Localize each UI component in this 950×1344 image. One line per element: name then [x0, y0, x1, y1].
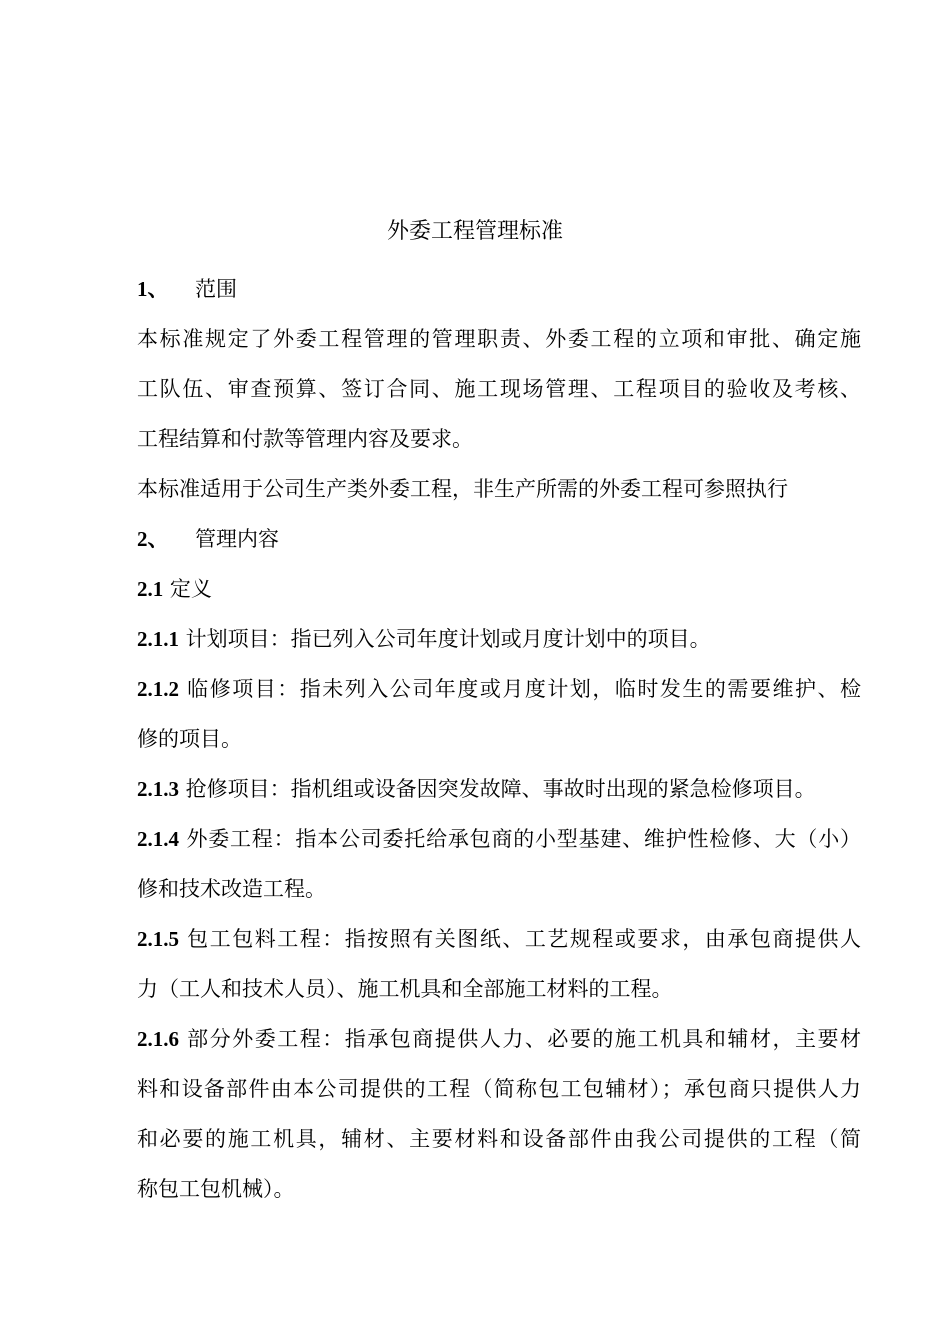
- clause-text: 计划项目：指已列入公司年度计划或月度计划中的项目。: [179, 627, 711, 651]
- paragraph-line: 工队伍、审查预算、签订合同、施工现场管理、工程项目的验收及考核、: [137, 377, 861, 401]
- paragraph-line: 和必要的施工机具，辅材、主要材料和设备部件由我公司提供的工程（简: [137, 1127, 861, 1151]
- document-title: 外委工程管理标准: [386, 219, 563, 244]
- paragraph-line: 称包工包机械）。: [137, 1177, 295, 1201]
- section-heading-text: 管理内容: [195, 527, 279, 551]
- paragraph-line: 修的项目。: [137, 727, 242, 751]
- section-2-heading: [137, 514, 861, 564]
- paragraph-line: 料和设备部件由本公司提供的工程（简称包工包辅材）；承包商只提供人力: [137, 1077, 861, 1101]
- clause-2-1-2: [137, 664, 861, 714]
- document-body: [137, 264, 861, 1214]
- paragraph-line: 力（工人和技术人员）、施工机具和全部施工材料的工程。: [137, 977, 673, 1001]
- paragraph-line: 本标准规定了外委工程管理的管理职责、外委工程的立项和审批、确定施: [137, 327, 861, 351]
- clause-2-1-1: [137, 614, 861, 664]
- clause-text: 部分外委工程：指承包商提供人力、必要的施工机具和辅材，主要材: [179, 1027, 861, 1051]
- clause-number: 2.1.4: [137, 827, 179, 851]
- section-number: 1、: [137, 277, 169, 301]
- paragraph-line: 工程结算和付款等管理内容及要求。: [137, 427, 473, 451]
- subsection-2-1: [137, 564, 861, 614]
- clause-text: 定义: [163, 577, 212, 601]
- clause-text: 外委工程：指本公司委托给承包商的小型基建、维护性检修、大（小）: [179, 827, 861, 851]
- clause-number: 2.1.2: [137, 677, 179, 701]
- section-number: 2、: [137, 527, 169, 551]
- clause-2-1-4: [137, 814, 861, 864]
- clause-2-1-3: [137, 764, 861, 814]
- clause-text: 临修项目：指未列入公司年度或月度计划，临时发生的需要维护、检: [179, 677, 861, 701]
- clause-2-1-5: [137, 914, 861, 964]
- clause-number: 2.1.6: [137, 1027, 179, 1051]
- section-heading-text: 范围: [195, 277, 237, 301]
- clause-2-1-6: [137, 1014, 861, 1064]
- clause-number: 2.1.1: [137, 627, 179, 651]
- paragraph-line: 修和技术改造工程。: [137, 877, 326, 901]
- clause-number: 2.1: [137, 577, 164, 601]
- clause-text: 抢修项目：指机组或设备因突发故障、事故时出现的紧急检修项目。: [179, 777, 816, 801]
- section-1-heading: [137, 264, 861, 314]
- clause-text: 包工包料工程：指按照有关图纸、工艺规程或要求，由承包商提供人: [179, 927, 861, 951]
- clause-number: 2.1.5: [137, 927, 179, 951]
- clause-number: 2.1.3: [137, 777, 179, 801]
- paragraph-line: 本标准适用于公司生产类外委工程，非生产所需的外委工程可参照执行: [137, 477, 788, 501]
